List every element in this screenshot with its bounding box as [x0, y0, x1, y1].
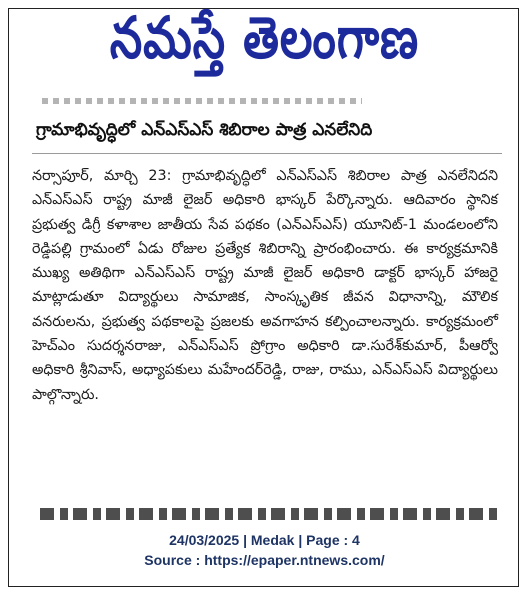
- article-body: నర్సాపూర్, మార్చి 23: గ్రామాభివృద్ధిలో ఎన్ఎస్ఎస్ శిబిరాల పాత్ర ఎనలేనిదని ఎన్ఎస్ఎస్ రాష్ట్ర మాజీ లైజర్ అధికారి భాస్కర్ పేర్కొన్నారు. ఆదివారం స్థానిక ప్రభుత్వ డిగ్రీ కళాశాల జాతీయ సేవ పథకం (ఎన్ఎస్ఎస్) యూనిట్-1 మండలంలోని రెడ్డిపల్లి గ్రామంలో ఏడు రోజుల ప్రత్యేక శిబిరాన్ని ప్రారంభించారు. ఈ కార్యక్రమానికి ముఖ్య అతిథిగా ఎన్ఎస్ఎస్ రాష్ట్ర మాజీ లైజర్ అధికారి డాక్టర్ భాస్కర్ హాజరై మాట్లాడుతూ విద్యార్థులు సామాజిక, సాంస్కృతిక జీవన విధానాన్ని, మౌలిక వనరులను, ప్రభుత్వ పథకాలపై ప్రజలకు అవగాహన కల్పించాలన్నారు. కార్యక్రమంలో హెచ్ఎం సుదర్శనరాజు, ఎన్ఎస్ఎస్ ప్రోగ్రాం అధికారి డా.సురేశ్‌కుమార్, పీఆర్వో అధికారి శ్రీనివాస్, అధ్యాపకులు మహేందర్‌రెడ్డి, రాజు, రాము, ఎన్ఎస్ఎస్ విద్యార్థులు పాల్గొన్నారు.: [32, 168, 498, 403]
- clipping-cut-edge-bottom: [40, 508, 500, 520]
- newspaper-logo: నమస్తే తెలంగాణ: [109, 3, 420, 72]
- article-clipping: [32, 98, 502, 520]
- publication-meta: 24/03/2025 | Medak | Page : 4: [169, 532, 360, 548]
- headline-divider: [32, 153, 502, 154]
- source-link[interactable]: Source : https://epaper.ntnews.com/: [144, 552, 385, 568]
- newspaper-masthead: [0, 4, 529, 86]
- article-headline: గ్రామాభివృద్ధిలో ఎన్ఎస్ఎస్ శిబిరాల పాత్ర ఎనలేనిది: [36, 120, 373, 140]
- clipping-footer: [0, 530, 529, 570]
- clipping-cut-edge-top: [42, 98, 362, 104]
